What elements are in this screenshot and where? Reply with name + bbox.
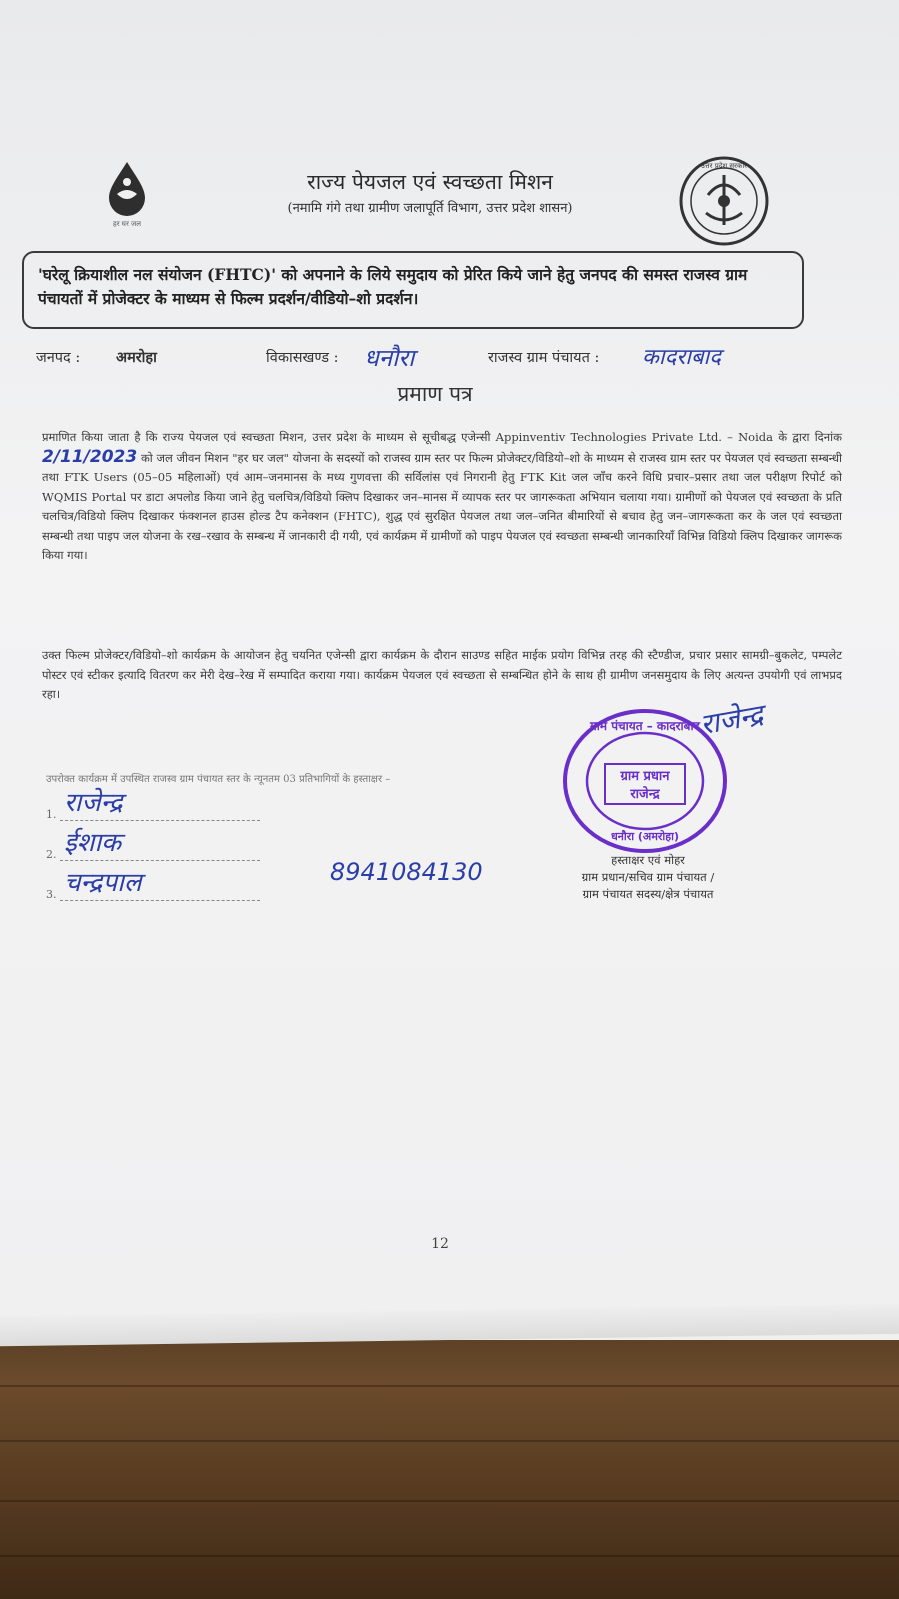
phone-number: 8941084130 xyxy=(330,858,483,886)
state-emblem-icon xyxy=(678,155,770,247)
page-number: 12 xyxy=(431,1236,449,1252)
logo-caption: हर घर जल xyxy=(113,220,141,228)
block-value: धनौरा xyxy=(364,344,415,372)
program-date: 2/11/2023 xyxy=(42,446,138,467)
para1-part-b: को जल जीवन मिशन "हर घर जल" योजना के सदस्यों को राजस्व ग्राम स्तर पर फिल्म प्रोजेक्टर/विडियो–शो के माध्यम से राजस्व ग्राम स्तर पर पेयजल एवं स्वच्छता सम्बन्धी तथा FTK Users (05–05 महिलाओं) एवं आम–जनमानस के मध्य गुणवत्ता की सर्विलांस एवं निगरानी हेतु FTK Kit जल जाँच करने विधि प्रचार–प्रसार तथा जल परीक्षण रिपोर्ट को WQMIS Portal पर डाटा अपलोड किया जाने हेतु चलचित्र/विडियो क्लिप दिखाकर जन–मानस में व्यापक स्तर पर जागरूकता अभियान चलाया गया। ग्रामीणों को पेयजल एवं स्वच्छता के प्रति चलचित्र/विडियो क्लिप दिखाकर फंक्शनल हाउस होल्ड टैप कनेक्शन (FHTC), शुद्ध एवं सुरक्षित पेयजल तथा जल–जनित बीमारियों से बचाव हेतु जन–जागरूकता कर के जल एवं स्वच्छता सम्बन्धी तथा पाइप जल योजना के रख–रखाव के सम्बन्ध में जानकारी दी गयी, एवं कार्यक्रम में ग्रामीणों को पाइप पेयजल एवं स्वच्छता सम्बन्धी जानकारियाँ विभिन्न विडियो क्लिप दिखाकर जागरूक किया गया। xyxy=(42,450,842,562)
stamp-role-text: ग्राम प्रधान xyxy=(620,769,670,784)
stamp-bottom-text: धनौरा (अमरोहा) xyxy=(611,830,679,843)
panchayat-value: कादराबाद xyxy=(642,345,721,370)
signatory-line-3: ग्राम पंचायत सदस्य/क्षेत्र पंचायत xyxy=(582,887,714,901)
header-title: राज्य पेयजल एवं स्वच्छता मिशन xyxy=(307,170,553,194)
water-drop-logo-icon xyxy=(92,160,162,250)
attendees-caption: उपरोक्त कार्यक्रम में उपस्थित राजस्व ग्राम पंचायत स्तर के न्यूनतम 03 प्रतिभागियों के हस्ताक्षर – xyxy=(46,774,391,785)
attendee-signatures xyxy=(46,773,466,907)
document-title: प्रमाण पत्र xyxy=(397,382,473,406)
attendee-row: 2. ईशाक xyxy=(46,827,466,867)
district-value: अमरोहा xyxy=(116,349,157,366)
panchayat-stamp-icon xyxy=(560,706,730,856)
subject-box: 'घरेलू क्रियाशील नल संयोजन (FHTC)' को अपनाने के लिये समुदाय को प्रेरित किये जाने हेतु जनपद की समस्त राजस्व ग्राम पंचायतों में प्रोजेक्टर के माध्यम से फिल्म प्रदर्शन/वीडियो–शो प्रदर्शन। xyxy=(22,251,804,329)
signatory-line-1: हस्ताक्षर एवं मोहर xyxy=(611,853,685,867)
stamp-top-text: ग्राम पंचायत – कादराबाद xyxy=(590,719,700,733)
header-subtitle: (नमामि गंगे तथा ग्रामीण जलापूर्ति विभाग, उत्तर प्रदेश शासन) xyxy=(287,201,573,216)
attendee-signature: राजेन्द्र xyxy=(64,788,123,818)
district-label: जनपद : xyxy=(36,350,81,366)
signatory-block xyxy=(528,852,768,903)
attendee-row: 3. चन्द्रपाल xyxy=(46,867,466,907)
attendee-signature: ईशाक xyxy=(64,828,122,858)
body-paragraph-1 xyxy=(42,428,842,566)
pradhan-signature: राजेन्द्र xyxy=(697,697,766,742)
stamp-name-text: राजेन्द्र xyxy=(630,787,660,802)
attendee-row: 1. राजेन्द्र xyxy=(46,787,466,827)
attendee-signature: चन्द्रपाल xyxy=(64,868,142,898)
signatory-line-2: ग्राम प्रधान/सचिव ग्राम पंचायत / xyxy=(581,870,715,884)
panchayat-label: राजस्व ग्राम पंचायत : xyxy=(488,350,600,366)
body-paragraph-2: उक्त फिल्म प्रोजेक्टर/विडियो–शो कार्यक्रम के आयोजन हेतु चयनित एजेन्सी द्वारा कार्यक्रम के दौरान साउण्ड सहित माईक प्रयोग विभिन्न तरह की स्टैण्डीज, प्रचार प्रसार सामग्री–बुकलेट, पम्पलेट पोस्टर एवं स्टीकर इत्यादि वितरण कर मेरी देख–रेख में सम्पादित कराया गया। कार्यक्रम पेयजल एवं स्वच्छता से सम्बन्धित होने के साथ ही ग्रामीण जनसमुदाय के लिए अत्यन्त उपयोगी एवं लाभप्रद रहा। xyxy=(42,648,842,701)
block-label: विकासखण्ड : xyxy=(266,350,339,366)
location-row xyxy=(36,343,836,373)
emblem-caption: उत्तर प्रदेश सरकार xyxy=(700,162,748,170)
para1-part-a: प्रमाणित किया जाता है कि राज्य पेयजल एवं स्वच्छता मिशन, उत्तर प्रदेश के माध्यम से सूचीबद्ध एजेन्सी Appinventiv Technologies Private Ltd. – Noida के द्वारा दिनांक xyxy=(42,430,842,444)
